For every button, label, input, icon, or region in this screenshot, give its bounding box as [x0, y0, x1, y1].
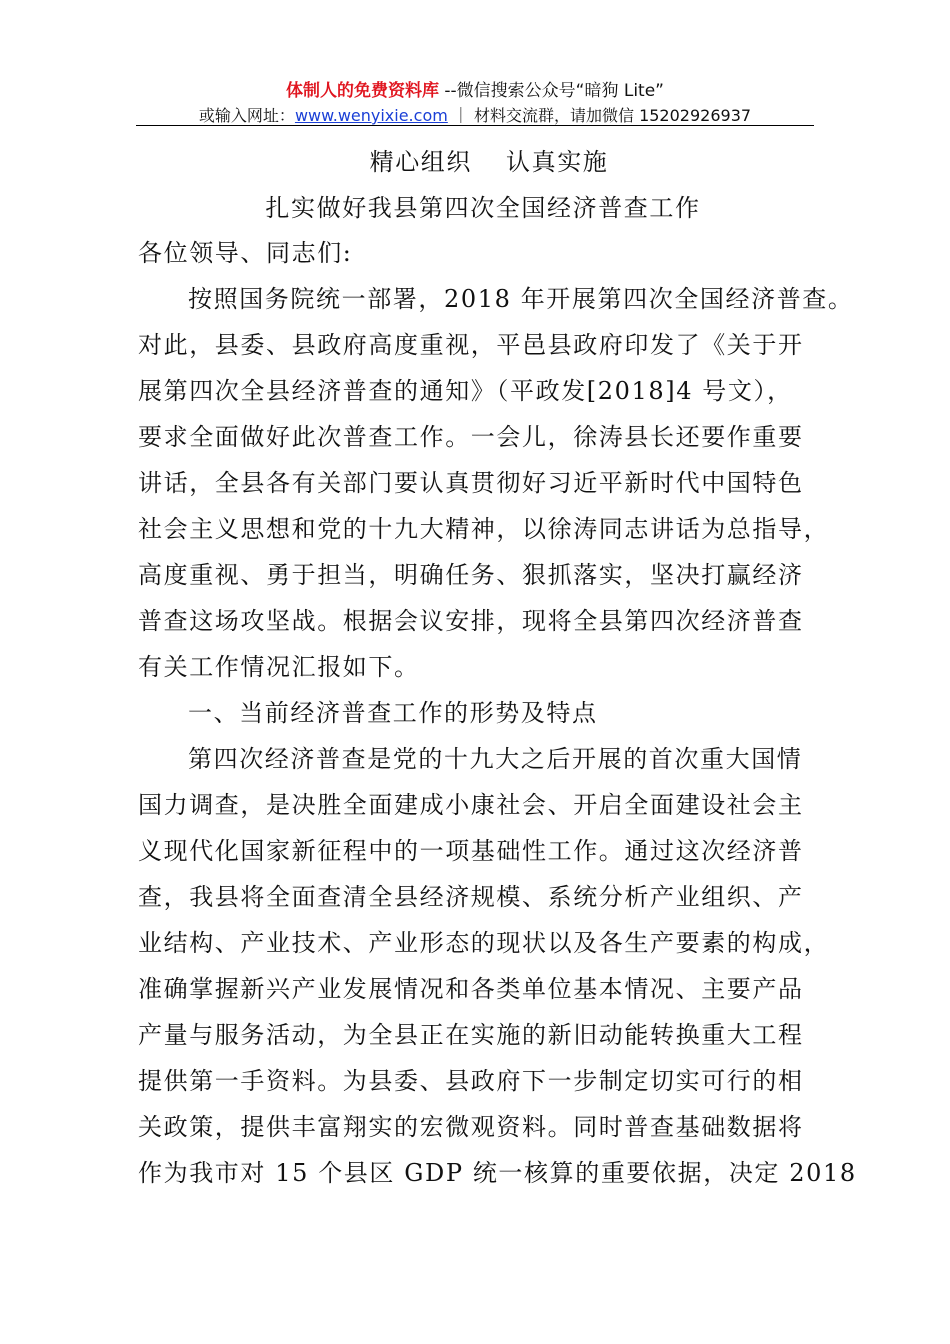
header-brand: 体制人的免费资料库	[285, 81, 439, 101]
header-contact-line	[0, 103, 950, 126]
header-url-prefix: 或输入网址：	[198, 106, 295, 125]
section-heading: 一、当前经济普查工作的形势及特点	[188, 699, 598, 727]
salutation: 各位领导、同志们:	[138, 239, 353, 267]
title-part2: 认真实施	[506, 148, 609, 176]
header-divider	[136, 125, 814, 126]
paragraph-line: 按照国务院统一部署，2018 年开展第四次全国经济普查。	[188, 285, 854, 313]
paragraph-line: 普查这场攻坚战。根据会议安排，现将全县第四次经济普查	[138, 607, 804, 635]
paragraph-2	[138, 736, 857, 1196]
paragraph-line: 作为我市对 15 个县区 GDP 统一核算的重要依据，决定 2018	[138, 1159, 857, 1187]
paragraph-line: 要求全面做好此次普查工作。一会儿，徐涛县长还要作重要	[138, 423, 804, 451]
document-body	[138, 140, 857, 1196]
paragraph-line: 准确掌握新兴产业发展情况和各类单位基本情况、主要产品	[138, 975, 804, 1003]
paragraph-line: 提供第一手资料。为县委、县政府下一步制定切实可行的相	[138, 1067, 804, 1095]
header-url-link[interactable]: www.wenyixie.com	[294, 106, 448, 125]
paragraph-line: 查，我县将全面查清全县经济规模、系统分析产业组织、产	[138, 883, 804, 911]
page-header	[0, 0, 950, 130]
paragraph-line: 业结构、产业技术、产业形态的现状以及各生产要素的构成，	[138, 929, 830, 957]
paragraph-line: 讲话，全县各有关部门要认真贯彻好习近平新时代中国特色	[138, 469, 804, 497]
paragraph-line: 关政策，提供丰富翔实的宏微观资料。同时普查基础数据将	[138, 1113, 804, 1141]
document-title-line2: 扎实做好我县第四次全国经济普查工作	[265, 194, 701, 222]
paragraph-line: 国力调查，是决胜全面建成小康社会、开启全面建设社会主	[138, 791, 804, 819]
header-contact-suffix: ｜ 材料交流群，请加微信 15202926937	[447, 106, 752, 125]
paragraph-line: 第四次经济普查是党的十九大之后开展的首次重大国情	[188, 745, 803, 773]
header-promo-line	[0, 76, 950, 101]
paragraph-line: 对此，县委、县政府高度重视，平邑县政府印发了《关于开	[138, 331, 804, 359]
title-part1: 精心组织	[369, 148, 472, 176]
paragraph-line: 义现代化国家新征程中的一项基础性工作。通过这次经济普	[138, 837, 804, 865]
paragraph-line: 展第四次全县经济普查的通知》（平政发[2018]4 号文），	[138, 377, 793, 405]
paragraph-line: 有关工作情况汇报如下。	[138, 653, 420, 681]
header-brand-suffix: --微信搜索公众号“暗狗 Lite”	[438, 81, 664, 101]
paragraph-line: 产量与服务活动，为全县正在实施的新旧动能转换重大工程	[138, 1021, 804, 1049]
document-title-line1	[150, 140, 828, 184]
paragraph-line: 社会主义思想和党的十九大精神，以徐涛同志讲话为总指导，	[138, 515, 830, 543]
paragraph-line: 高度重视、勇于担当，明确任务、狠抓落实，坚决打赢经济	[138, 561, 804, 589]
paragraph-1	[138, 276, 854, 690]
